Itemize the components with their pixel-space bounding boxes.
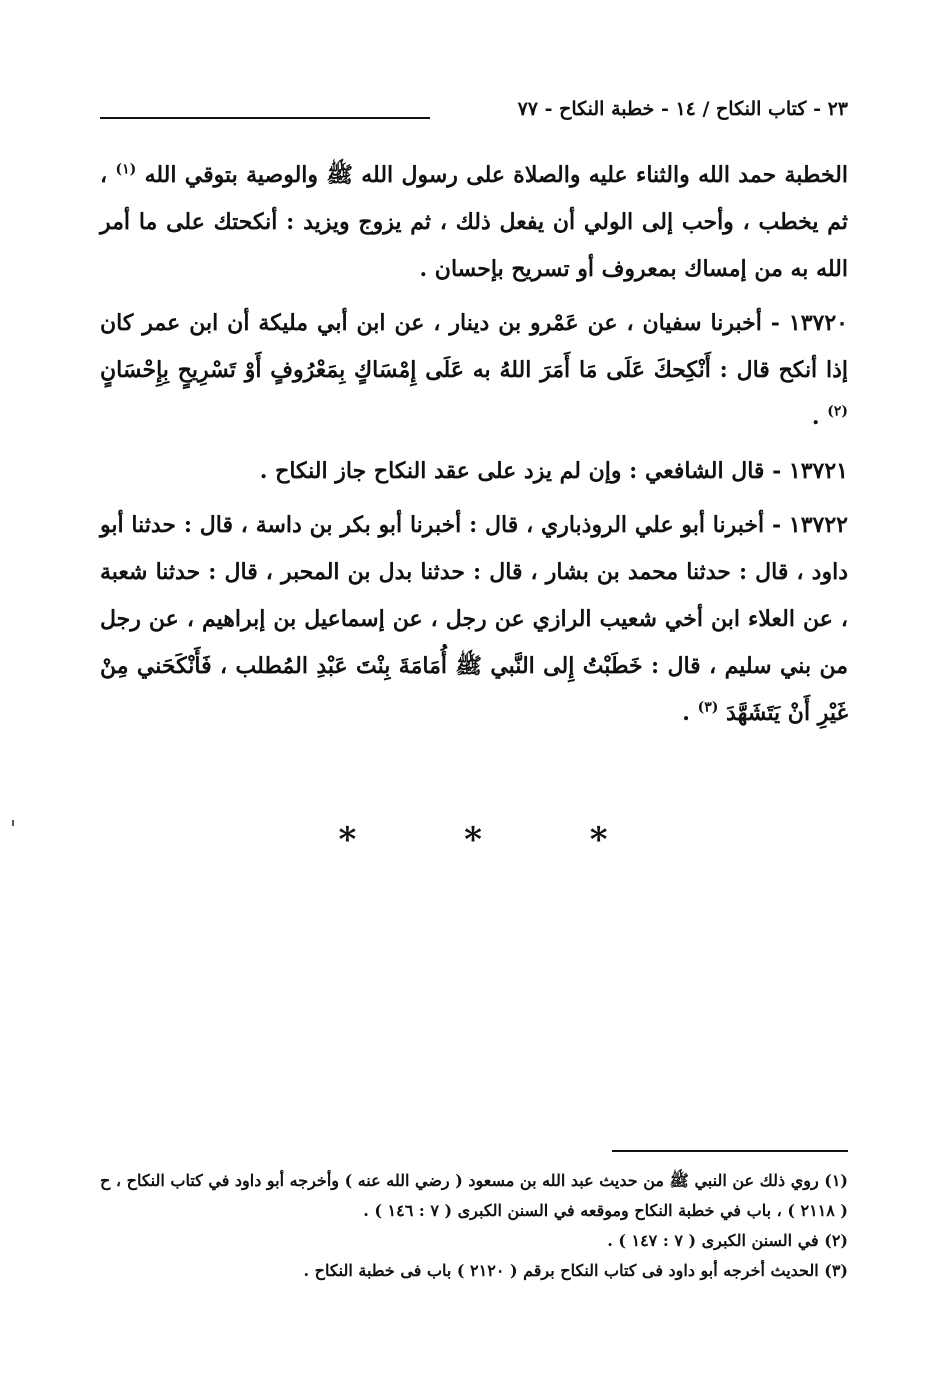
scan-mark <box>12 820 14 826</box>
paragraph-text: - أخبرنا سفيان ، عن عَمْرو بن دينار ، عن ابن أبي مليكة أن ابن عمر كان إذا أنكح قال : أَنْكِحكَ عَلَى مَا أَمَرَ اللهُ به عَلَى إِمْسَاكٍ بِمَعْرُوفٍ أَوْ تَسْرِيحٍ بِإِحْسَانٍ <box>100 310 848 383</box>
footnote-2: (٢) في السنن الكبرى ( ٧ : ١٤٧ ) . <box>607 1231 848 1250</box>
page-header <box>100 92 848 132</box>
hadith-number: ١٣٧٢٠ <box>788 310 848 336</box>
paragraph-text: الخطبة حمد الله والثناء عليه والصلاة على رسول الله ﷺ والوصية بتوقي الله <box>144 162 848 188</box>
paragraph-text-after: . <box>682 700 690 726</box>
footnote-ref: (١) <box>115 161 137 178</box>
hadith-number: ١٣٧٢١ <box>788 458 848 484</box>
footnote-ref: (٢) <box>827 403 848 420</box>
paragraph-13722 <box>100 502 848 737</box>
main-text <box>100 152 848 744</box>
paragraph-13720 <box>100 300 848 441</box>
paragraph-text-after: ، ثم يخطب ، وأحب إلى الولي أن يفعل ذلك ، ثم يزوج ويزيد : أنكحتك على ما أمر الله به من إمساك بمعروف أو تسريح بإحسان . <box>100 162 848 282</box>
footnote-3: (٣) الحديث أخرجه أبو داود فى كتاب النكاح برقم ( ٢١٢٠ ) باب فى خطبة النكاح . <box>303 1261 848 1280</box>
running-header: ٢٣ - كتاب النكاح / ١٤ - خطبة النكاح - ٧٧ <box>517 98 848 120</box>
section-separator: * * * <box>338 820 656 860</box>
footnote-rule <box>612 1150 848 1152</box>
footnote-ref: (٣) <box>697 699 719 716</box>
footnote-1: (١) روي ذلك عن النبي ﷺ من حديث عبد الله بن مسعود ( رضي الله عنه ) وأخرجه أبو داود في كتاب النكاح ، ح ( ٢١١٨ ) ، باب في خطبة النكاح وموقعه في السنن الكبرى ( ٧ : ١٤٦ ) . <box>100 1171 848 1220</box>
paragraph-text: - قال الشافعي : وإن لم يزد على عقد النكاح جاز النكاح . <box>259 458 782 484</box>
paragraph-intro <box>100 152 848 293</box>
header-rule <box>100 117 430 119</box>
footnotes <box>100 1166 848 1286</box>
hadith-number: ١٣٧٢٢ <box>788 512 848 538</box>
paragraph-text-after: . <box>811 404 820 430</box>
paragraph-text: - أخبرنا أبو علي الروذباري ، قال : أخبرنا أبو بكر بن داسة ، قال : حدثنا أبو داود ، قال : حدثنا محمد بن بشار ، قال : حدثنا بدل بن المحبر ، قال : حدثنا شعبة ، عن العلاء ابن أخي شعيب الرازي عن رجل ، عن إسماعيل بن إبراهيم ، عن رجل من بني سليم ، قال : خَطَبْتُ إِلى النَّبي ﷺ أُمَامَةَ بِنْتَ عَبْدِ المُطلب ، فَأَنْكَحَني مِنْ غَيْرِ أَنْ يَتَشَهَّدَ <box>100 512 848 726</box>
paragraph-13721 <box>100 448 848 495</box>
